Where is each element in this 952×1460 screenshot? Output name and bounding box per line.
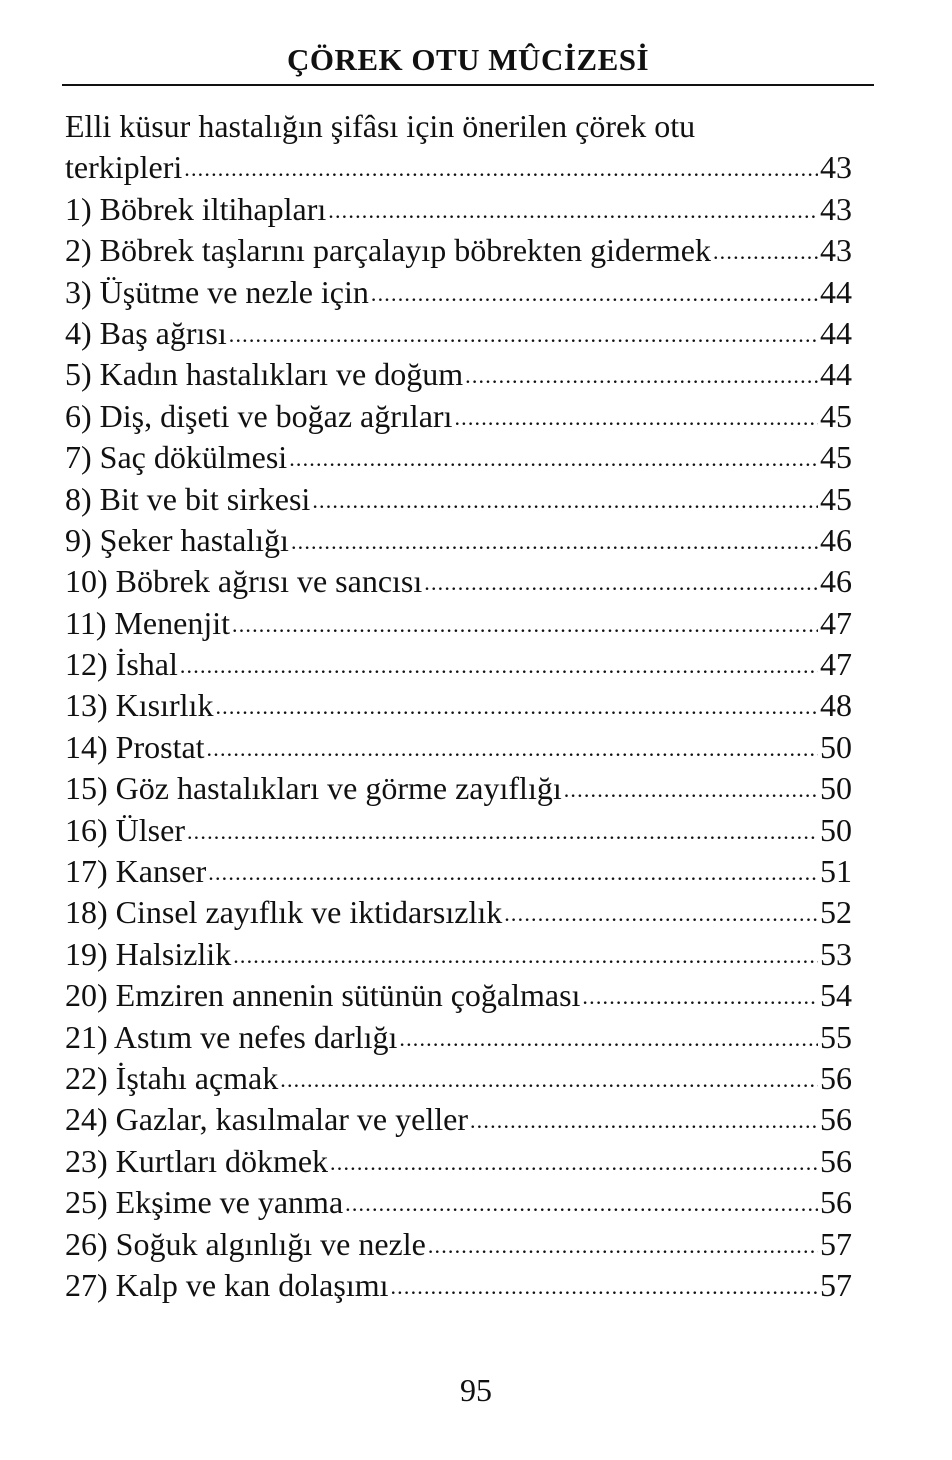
toc-entry [65, 230, 852, 271]
toc-entry [65, 1182, 852, 1223]
dot-leader [504, 890, 818, 934]
dot-leader [390, 1263, 818, 1307]
toc-entry [65, 1017, 852, 1058]
toc-entry-label: 24) Gazlar, kasılmalar ve yeller [65, 1101, 468, 1138]
toc-entry-label: 18) Cinsel zayıflık ve iktidarsızlık [65, 894, 503, 931]
toc-entry-label: 14) Prostat [65, 728, 205, 765]
toc-entry-label: 10) Böbrek ağrısı ve sancısı [65, 563, 423, 600]
toc-entry [65, 1265, 852, 1306]
toc-entry-page: 45 [820, 480, 852, 517]
dot-leader [229, 311, 818, 355]
toc-entry [65, 396, 852, 437]
toc-entry-page: 50 [820, 770, 852, 807]
table-of-contents [65, 106, 852, 1306]
dot-leader [428, 1222, 818, 1266]
toc-entry-label: 25) Ekşime ve yanma [65, 1184, 344, 1221]
toc-entry [65, 1141, 852, 1182]
dot-leader [184, 145, 818, 189]
toc-entry-page: 43 [820, 232, 852, 269]
toc-entry-label: 8) Bit ve bit sirkesi [65, 480, 311, 517]
toc-entry-label: 12) İshal [65, 646, 178, 683]
toc-entry-page: 43 [820, 149, 852, 186]
toc-entry-page: 44 [820, 273, 852, 310]
toc-entries [65, 147, 852, 1306]
toc-entry [65, 603, 852, 644]
toc-entry-page: 50 [820, 811, 852, 848]
toc-entry [65, 1224, 852, 1265]
toc-entry [65, 313, 852, 354]
dot-leader [180, 642, 818, 686]
dot-leader [289, 435, 818, 479]
toc-entry-label: 16) Ülser [65, 811, 185, 848]
toc-entry-page: 55 [820, 1018, 852, 1055]
toc-entry-page: 57 [820, 1225, 852, 1262]
toc-entry-label: 11) Menenjit [65, 604, 230, 641]
dot-leader [470, 1097, 818, 1141]
toc-entry-label: 2) Böbrek taşlarını parçalayıp böbrekten gidermek [65, 232, 711, 269]
toc-entry-label: 15) Göz hastalıkları ve görme zayıflığı [65, 770, 562, 807]
toc-entry-page: 47 [820, 646, 852, 683]
toc-entry-page: 50 [820, 728, 852, 765]
toc-intro-line: Elli küsur hastalığın şifâsı için önerilen çörek otu [65, 108, 696, 144]
toc-entry [65, 768, 852, 809]
toc-entry [65, 561, 852, 602]
dot-leader [208, 849, 818, 893]
header-rule [62, 84, 874, 86]
toc-entry-page: 43 [820, 190, 852, 227]
toc-entry-page: 52 [820, 894, 852, 931]
toc-entry [65, 189, 852, 230]
dot-leader [187, 808, 818, 852]
toc-entry-label: 20) Emziren annenin sütünün çoğalması [65, 977, 581, 1014]
dot-leader [328, 187, 818, 231]
dot-leader [424, 559, 818, 603]
toc-entry-page: 56 [820, 1101, 852, 1138]
toc-entry-page: 47 [820, 604, 852, 641]
toc-entry-page: 57 [820, 1266, 852, 1303]
toc-entry-page: 56 [820, 1142, 852, 1179]
toc-entry-label: 7) Saç dökülmesi [65, 439, 288, 476]
dot-leader [215, 683, 818, 727]
page-number: 95 [460, 1372, 492, 1408]
toc-entry-page: 53 [820, 935, 852, 972]
toc-entry-page: 56 [820, 1059, 852, 1096]
toc-entry-page: 44 [820, 356, 852, 393]
toc-entry-page: 51 [820, 853, 852, 890]
toc-entry [65, 437, 852, 478]
dot-leader [232, 601, 818, 645]
toc-entry [65, 727, 852, 768]
dot-leader [345, 1180, 818, 1224]
toc-entry-page: 46 [820, 563, 852, 600]
dot-leader [399, 1015, 818, 1059]
toc-entry-page: 45 [820, 397, 852, 434]
dot-leader [582, 973, 818, 1017]
toc-entry [65, 147, 852, 188]
dot-leader [713, 228, 818, 272]
toc-entry [65, 272, 852, 313]
toc-entry-page: 54 [820, 977, 852, 1014]
dot-leader [564, 766, 818, 810]
toc-entry-label: 19) Halsizlik [65, 935, 232, 972]
toc-entry-page: 56 [820, 1184, 852, 1221]
toc-entry [65, 934, 852, 975]
toc-entry-page: 44 [820, 314, 852, 351]
toc-entry [65, 479, 852, 520]
dot-leader [312, 477, 818, 521]
toc-entry [65, 1099, 852, 1140]
toc-entry [65, 892, 852, 933]
toc-entry-page: 45 [820, 439, 852, 476]
toc-entry [65, 1058, 852, 1099]
toc-entry-label: 13) Kısırlık [65, 687, 214, 724]
toc-entry-label: 3) Üşütme ve nezle için [65, 273, 369, 310]
toc-entry [65, 975, 852, 1016]
toc-entry-label: 23) Kurtları dökmek [65, 1142, 329, 1179]
dot-leader [330, 1139, 818, 1183]
toc-entry-label: 6) Diş, dişeti ve boğaz ağrıları [65, 397, 453, 434]
toc-entry [65, 520, 852, 561]
dot-leader [280, 1056, 818, 1100]
toc-entry-label: 5) Kadın hastalıkları ve doğum [65, 356, 464, 393]
toc-entry-label: terkipleri [65, 149, 183, 186]
dot-leader [454, 394, 818, 438]
dot-leader [291, 518, 818, 562]
toc-entry-label: 26) Soğuk algınlığı ve nezle [65, 1225, 426, 1262]
toc-entry [65, 810, 852, 851]
dot-leader [207, 725, 818, 769]
toc-entry-label: 17) Kanser [65, 853, 207, 890]
toc-entry [65, 644, 852, 685]
running-head-title: ÇÖREK OTU MÛCİZESİ [286, 42, 650, 77]
toc-entry-label: 22) İştahı açmak [65, 1059, 279, 1096]
dot-leader [371, 270, 818, 314]
toc-entry-label: 21) Astım ve nefes darlığı [65, 1018, 398, 1055]
toc-entry-label: 27) Kalp ve kan dolaşımı [65, 1266, 389, 1303]
toc-entry-page: 48 [820, 687, 852, 724]
toc-entry-page: 46 [820, 521, 852, 558]
dot-leader [465, 352, 818, 396]
toc-entry-label: 4) Baş ağrısı [65, 314, 227, 351]
dot-leader [233, 932, 818, 976]
toc-entry [65, 354, 852, 395]
toc-entry [65, 685, 852, 726]
toc-entry-label: 1) Böbrek iltihapları [65, 190, 327, 227]
toc-entry [65, 851, 852, 892]
toc-entry-label: 9) Şeker hastalığı [65, 521, 289, 558]
